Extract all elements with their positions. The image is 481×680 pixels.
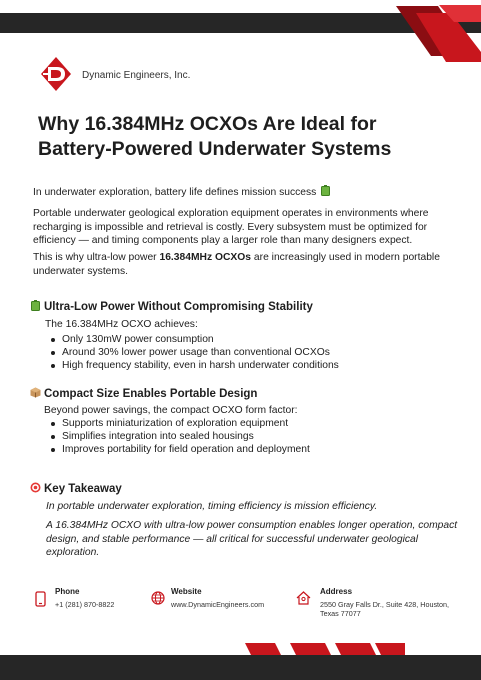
website-value[interactable]: www.DynamicEngineers.com xyxy=(171,600,265,609)
list-item: Only 130mW power consumption xyxy=(50,333,339,346)
package-icon xyxy=(30,387,41,398)
section-power-list xyxy=(50,333,339,373)
battery-icon xyxy=(321,185,330,196)
dynamic-engineers-logo xyxy=(38,54,74,94)
battery-icon xyxy=(30,300,41,311)
list-item: High frequency stability, even in harsh underwater conditions xyxy=(50,359,339,372)
corner-decoration xyxy=(321,0,481,70)
bottom-decoration xyxy=(235,643,405,680)
why-text-2: are increasingly used in modern portable underwater systems. xyxy=(33,252,440,277)
address-line-2: Texas 77077 xyxy=(320,609,361,618)
section-power-intro: The 16.384MHz OCXO achieves: xyxy=(45,319,198,330)
intro-why xyxy=(33,251,453,278)
title-line-1: Why 16.384MHz OCXOs Are Ideal for xyxy=(38,113,377,135)
takeaway-line-1: In portable underwater exploration, timing efficiency is mission efficiency. xyxy=(46,501,378,512)
list-item: Around 30% lower power usage than conventional OCXOs xyxy=(50,346,339,359)
home-location-icon xyxy=(296,591,311,605)
phone-value[interactable]: +1 (281) 870-8822 xyxy=(55,600,115,609)
address-label: Address xyxy=(320,587,353,596)
section-power-title-text: Ultra-Low Power Without Compromising Stability xyxy=(44,301,313,313)
why-bold: 16.384MHz OCXOs xyxy=(159,252,252,263)
takeaway-title-text: Key Takeaway xyxy=(44,483,122,495)
intro-lead xyxy=(33,185,453,200)
section-size-intro: Beyond power savings, the compact OCXO form factor: xyxy=(44,405,298,416)
intro-paragraph: Portable underwater geological exploration equipment operates in environments where recharging is impossible and retrieval is costly. Every subsystem must be optimized for efficiency — and timing components play a larger role than many designers expect. xyxy=(33,208,429,246)
intro-lead-text: In underwater exploration, battery life defines mission success xyxy=(33,187,317,198)
section-size-list xyxy=(50,417,310,457)
list-item: Simplifies integration into sealed housings xyxy=(50,430,310,443)
section-size-title xyxy=(30,387,257,400)
why-text-1: This is why ultra-low power xyxy=(33,252,160,263)
address-line-1: 2550 Gray Falls Dr., Suite 428, Houston, xyxy=(320,600,450,609)
list-item: Supports miniaturization of exploration equipment xyxy=(50,417,310,430)
section-size-title-text: Compact Size Enables Portable Design xyxy=(44,388,258,400)
list-item: Improves portability for field operation and deployment xyxy=(50,443,310,456)
website-label: Website xyxy=(171,587,202,596)
target-icon xyxy=(30,482,41,493)
title-line-2: Battery-Powered Underwater Systems xyxy=(38,138,392,160)
takeaway-line-2: A 16.384MHz OCXO with ultra-low power consumption enables longer operation, compact design, and stable performance — all critical for successful underwater geological exploration. xyxy=(46,520,458,558)
page-title xyxy=(38,112,458,162)
phone-icon xyxy=(35,591,46,607)
takeaway-title xyxy=(30,482,122,495)
brand-name: Dynamic Engineers, Inc. xyxy=(82,70,191,81)
section-power-title xyxy=(30,300,313,313)
globe-icon xyxy=(151,591,165,605)
phone-label: Phone xyxy=(55,587,80,596)
address-value xyxy=(320,600,449,618)
